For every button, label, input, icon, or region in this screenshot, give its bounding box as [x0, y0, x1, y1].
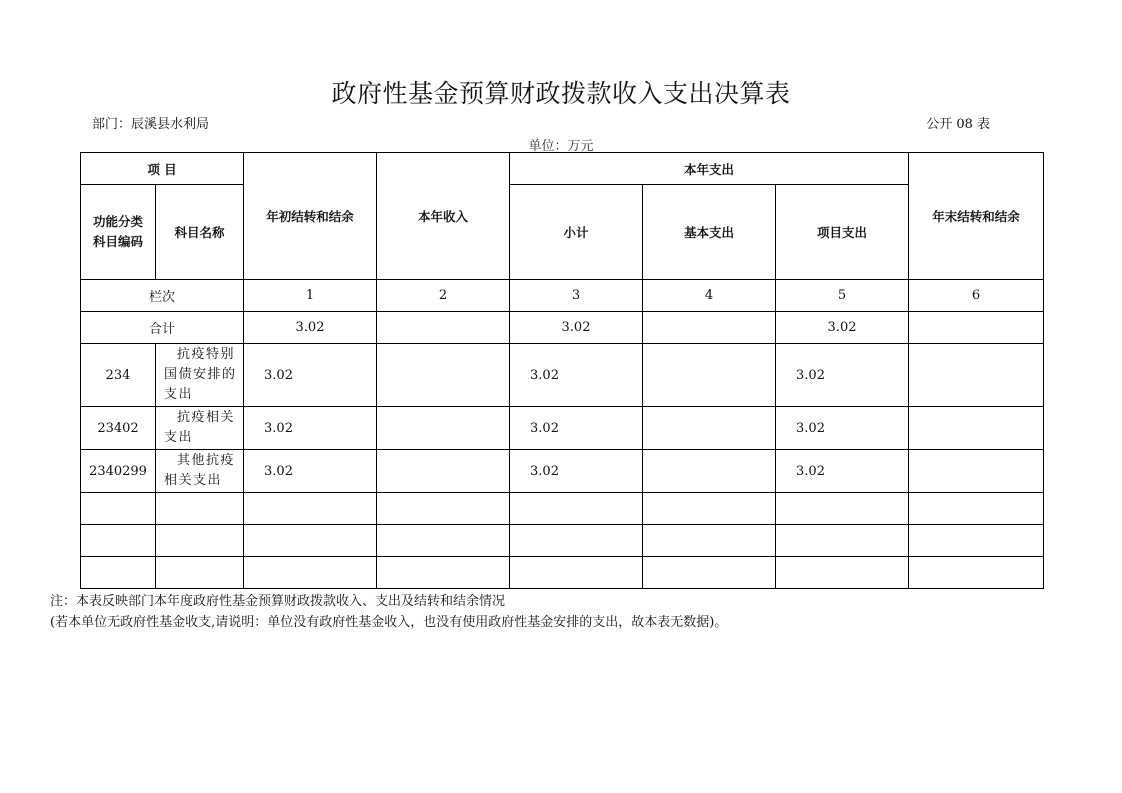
empty-cell [81, 493, 156, 525]
header-subject-name: 科目名称 [156, 185, 244, 280]
row-subject-name-line: 相关支出 [164, 473, 223, 488]
footnote-2: (若本单位无政府性基金收支,请说明：单位没有政府性基金收入，也没有使用政府性基金安排的支出，故本表无数据)。 [50, 615, 728, 630]
row-basic [643, 407, 776, 450]
total-subtotal: 3.02 [510, 312, 643, 344]
row-subject-name-text: 其他抗疫 [177, 453, 236, 468]
empty-row [81, 525, 1044, 557]
row-opening: 3.02 [244, 450, 377, 493]
unit-label: 单位：万元 [528, 139, 594, 154]
column-number-label: 栏次 [81, 280, 244, 312]
empty-row [81, 493, 1044, 525]
row-closing [909, 450, 1044, 493]
column-number-6: 6 [909, 280, 1044, 312]
total-label: 合计 [81, 312, 244, 344]
row-subject-name-line: 国债安排的 [164, 367, 237, 382]
row-subject-name [156, 450, 244, 493]
budget-table [80, 152, 1044, 589]
empty-cell [909, 493, 1044, 525]
header-basic-expenditure: 基本支出 [643, 185, 776, 280]
empty-cell [909, 525, 1044, 557]
column-number-5: 5 [776, 280, 909, 312]
total-row [81, 312, 1044, 344]
row-income [377, 450, 510, 493]
row-subject-name-text: 抗疫相关 [177, 410, 236, 425]
table-row [81, 407, 1044, 450]
total-opening: 3.02 [244, 312, 377, 344]
empty-cell [156, 493, 244, 525]
total-project: 3.02 [776, 312, 909, 344]
empty-cell [776, 525, 909, 557]
empty-cell [643, 525, 776, 557]
row-code: 234 [81, 344, 156, 407]
header-current-expenditure: 本年支出 [510, 153, 909, 185]
empty-cell [81, 525, 156, 557]
empty-cell [776, 557, 909, 589]
column-number-3: 3 [510, 280, 643, 312]
row-subject-name-line: 支出 [164, 387, 194, 402]
row-subject-name-line [164, 408, 239, 428]
empty-cell [510, 525, 643, 557]
row-subject-name [156, 407, 244, 450]
empty-cell [643, 493, 776, 525]
empty-cell [377, 493, 510, 525]
empty-cell [81, 557, 156, 589]
row-subject-name-text: 抗疫特别 [177, 347, 236, 362]
footnote-1: 注：本表反映部门本年度政府性基金预算财政拨款收入、支出及结转和结余情况 [50, 594, 506, 609]
column-number-4: 4 [643, 280, 776, 312]
row-subtotal: 3.02 [510, 344, 643, 407]
header-current-income: 本年收入 [377, 153, 510, 280]
row-income [377, 344, 510, 407]
total-closing [909, 312, 1044, 344]
empty-cell [244, 557, 377, 589]
row-basic [643, 344, 776, 407]
header-function-code-line1: 功能分类 [92, 214, 143, 229]
row-code: 23402 [81, 407, 156, 450]
total-income [377, 312, 510, 344]
department-label: 部门：辰溪县水利局 [92, 117, 210, 132]
header-subtotal: 小计 [510, 185, 643, 280]
empty-row [81, 557, 1044, 589]
row-project: 3.02 [776, 407, 909, 450]
row-project: 3.02 [776, 344, 909, 407]
row-code: 2340299 [81, 450, 156, 493]
row-basic [643, 450, 776, 493]
row-closing [909, 407, 1044, 450]
row-opening: 3.02 [244, 407, 377, 450]
column-number-2: 2 [377, 280, 510, 312]
header-closing-balance: 年末结转和结余 [909, 153, 1044, 280]
header-item: 项 目 [81, 153, 244, 185]
row-subtotal: 3.02 [510, 407, 643, 450]
form-number: 公开 08 表 [926, 117, 990, 132]
empty-cell [244, 525, 377, 557]
header-opening-balance: 年初结转和结余 [244, 153, 377, 280]
row-subject-name-line: 支出 [164, 430, 194, 445]
empty-cell [156, 557, 244, 589]
row-subject-name [156, 344, 244, 407]
row-subject-name-line [164, 345, 239, 365]
page-title: 政府性基金预算财政拨款收入支出决算表 [331, 79, 791, 108]
total-basic [643, 312, 776, 344]
row-opening: 3.02 [244, 344, 377, 407]
header-project-expenditure: 项目支出 [776, 185, 909, 280]
row-subtotal: 3.02 [510, 450, 643, 493]
table-row [81, 344, 1044, 407]
row-project: 3.02 [776, 450, 909, 493]
empty-cell [510, 557, 643, 589]
empty-cell [909, 557, 1044, 589]
column-number-1: 1 [244, 280, 377, 312]
empty-cell [510, 493, 643, 525]
empty-cell [156, 525, 244, 557]
table-row [81, 450, 1044, 493]
empty-cell [377, 557, 510, 589]
empty-cell [776, 493, 909, 525]
row-closing [909, 344, 1044, 407]
row-income [377, 407, 510, 450]
empty-cell [643, 557, 776, 589]
header-function-code-line2: 科目编码 [92, 234, 143, 249]
header-function-code [81, 185, 156, 280]
empty-cell [244, 493, 377, 525]
row-subject-name-line [164, 451, 239, 471]
empty-cell [377, 525, 510, 557]
